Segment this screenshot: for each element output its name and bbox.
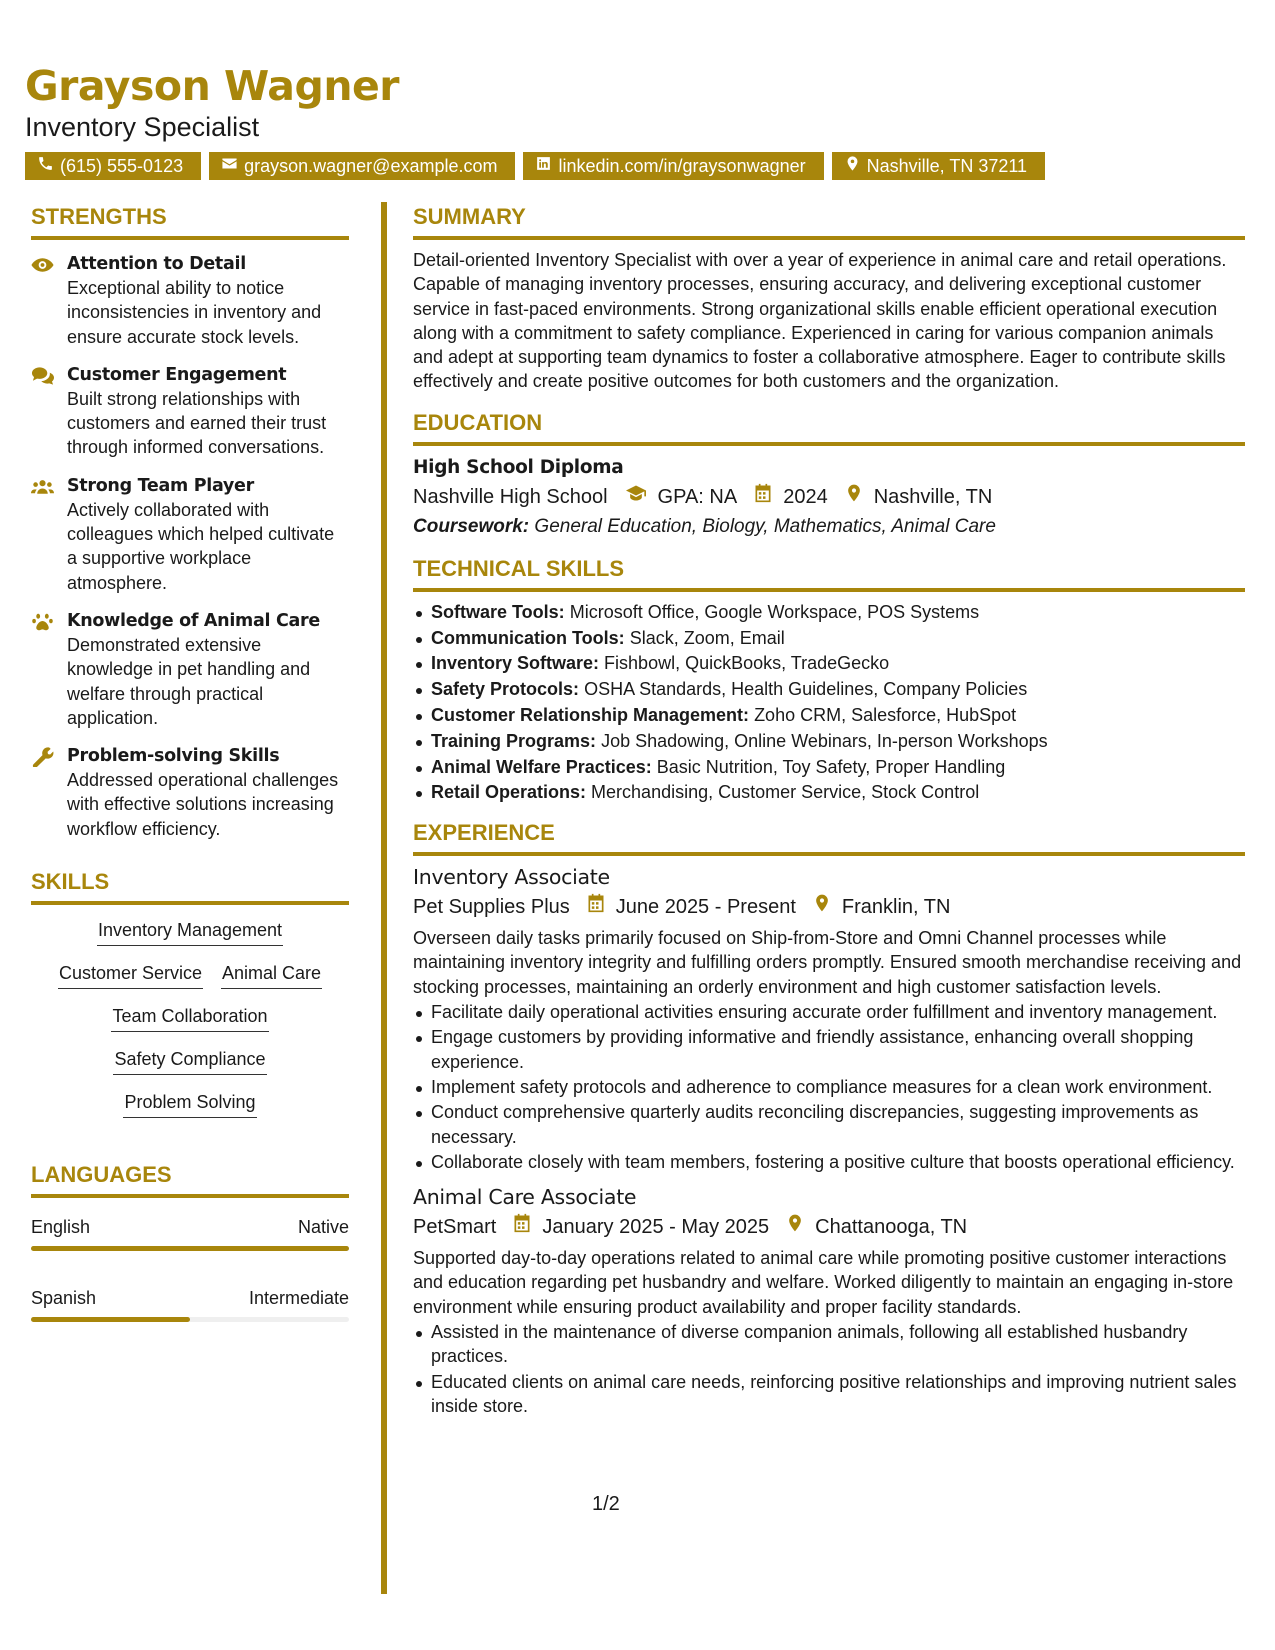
strength-title: Strong Team Player: [67, 475, 254, 496]
tech-skill-label: Training Programs:: [431, 730, 597, 751]
language-proficiency-bar: [31, 1317, 349, 1322]
list-item: [413, 780, 1245, 806]
tech-skill-value: Zoho CRM, Salesforce, HubSpot: [754, 704, 1017, 725]
contact-location: [832, 152, 1045, 180]
company-name: PetSmart: [413, 1216, 497, 1239]
column-divider: [381, 202, 387, 1594]
resume-header: [25, 58, 1250, 180]
list-item: Conduct comprehensive quarterly audits reconciling discrepancies, suggesting improvements as necessary.: [413, 1100, 1245, 1149]
language-name: Spanish: [31, 1288, 97, 1309]
school-location: Nashville, TN: [873, 485, 993, 508]
list-item: [413, 600, 1245, 626]
technical-skills-heading: TECHNICAL SKILLS: [413, 554, 1245, 592]
summary-text: Detail-oriented Inventory Specialist with over a year of experience in animal care and retail operations. Capable of managing inventory processes, ensuring accuracy, and delivering exceptional customer service in fast-paced environments. Strong organizational skills enable efficient operational execution along with a commitment to safety compliance. Experienced in caring for various companion animals and adept at supporting team dynamics to foster a collaborative atmosphere. Eager to contribute skills effectively and create positive outcomes for both customers and the organization.: [413, 250, 1227, 392]
job-title: Animal Care Associate: [413, 1185, 637, 1210]
strength-desc: Actively collaborated with colleagues which helped cultivate a supportive workplace atmosphere.: [67, 499, 335, 593]
map-pin-icon: [844, 482, 864, 512]
education-meta: [413, 482, 1245, 512]
job-title: Inventory Associate: [413, 865, 610, 890]
graduation-cap-icon: [624, 482, 648, 512]
strength-title: Customer Engagement: [67, 364, 287, 385]
experience-heading: EXPERIENCE: [413, 818, 1245, 856]
skill-tag: Inventory Management: [97, 917, 283, 946]
job-location: Chattanooga, TN: [815, 1216, 968, 1239]
map-pin-icon: [785, 1212, 805, 1242]
job-entry: [413, 862, 1245, 1174]
tech-skill-value: Basic Nutrition, Toy Safety, Proper Handling: [656, 756, 1006, 777]
strength-title: Problem-solving Skills: [67, 746, 280, 767]
left-column: [31, 202, 349, 1322]
summary-heading: SUMMARY: [413, 202, 1245, 240]
contact-linkedin-text: linkedin.com/in/graysonwagner: [558, 156, 806, 176]
language-level: Intermediate: [248, 1288, 349, 1309]
job-bullets: [413, 1000, 1245, 1174]
language-name: English: [31, 1217, 91, 1238]
tech-skill-label: Customer Relationship Management:: [431, 704, 750, 725]
envelope-icon: [221, 152, 238, 180]
company-name: Pet Supplies Plus: [413, 896, 570, 919]
contact-linkedin[interactable]: [523, 152, 823, 180]
candidate-name: Grayson Wagner: [25, 62, 400, 110]
strength-item: [31, 609, 349, 730]
skills-list: [31, 917, 349, 1118]
job-summary: Supported day-to-day operations related to animal care while promoting positive customer interactions and education regarding pet husbandry and welfare. Worked diligently to maintain an engaging in-store environment while ensuring product availability and proper facility standards.: [413, 1248, 1234, 1317]
tech-skill-value: Merchandising, Customer Service, Stock Control: [591, 782, 980, 803]
strength-item: [31, 252, 349, 349]
skill-tag: Customer Service: [58, 960, 203, 989]
coursework-list: General Education, Biology, Mathematics, Animal Care: [534, 515, 996, 537]
job-meta: [413, 1212, 1245, 1242]
language-proficiency-fill: [31, 1246, 349, 1251]
tech-skill-value: Microsoft Office, Google Workspace, POS Systems: [569, 601, 980, 622]
tech-skill-label: Retail Operations:: [431, 782, 587, 803]
strength-desc: Built strong relationships with customers and earned their trust through informed conversations.: [67, 388, 327, 458]
strength-item: [31, 363, 349, 460]
tech-skill-label: Inventory Software:: [431, 653, 600, 674]
list-item: [413, 626, 1245, 652]
list-item: [413, 651, 1245, 677]
language-item: [31, 1285, 349, 1322]
chat-bubbles-icon: [31, 363, 55, 460]
job-location: Franklin, TN: [841, 896, 951, 919]
technical-skills-list: [413, 600, 1245, 806]
list-item: Engage customers by providing informative and friendly assistance, enhancing overall shopping experience.: [413, 1025, 1245, 1074]
tech-skill-value: Fishbowl, QuickBooks, TradeGecko: [604, 653, 890, 674]
skill-tag: Safety Compliance: [113, 1046, 266, 1075]
map-pin-icon: [812, 892, 832, 922]
contact-phone[interactable]: [25, 152, 201, 180]
tech-skill-label: Communication Tools:: [431, 627, 625, 648]
calendar-icon: [512, 1212, 532, 1242]
wrench-icon: [31, 744, 55, 841]
list-item: [413, 755, 1245, 781]
tech-skill-value: Slack, Zoom, Email: [629, 627, 785, 648]
job-dates: June 2025 - Present: [615, 896, 796, 919]
paw-icon: [31, 609, 55, 730]
right-column: [413, 202, 1245, 1418]
job-meta: [413, 892, 1245, 922]
tech-skill-value: OSHA Standards, Health Guidelines, Company Policies: [584, 679, 1028, 700]
strength-item: [31, 744, 349, 841]
page-number: 1/2: [592, 1493, 620, 1515]
skills-heading: SKILLS: [31, 867, 349, 905]
skill-tag: Animal Care: [221, 960, 322, 989]
skill-tag: Problem Solving: [123, 1089, 256, 1118]
list-item: Implement safety protocols and adherence to compliance measures for a clean work environment.: [413, 1075, 1245, 1099]
tech-skill-label: Software Tools:: [431, 601, 565, 622]
list-item: [413, 729, 1245, 755]
job-entry: [413, 1182, 1245, 1418]
strength-desc: Demonstrated extensive knowledge in pet handling and welfare through practical application.: [67, 634, 311, 728]
contact-email[interactable]: [209, 152, 515, 180]
strength-title: Attention to Detail: [67, 254, 246, 274]
education-heading: EDUCATION: [413, 408, 1245, 446]
strength-desc: Exceptional ability to notice inconsistencies in inventory and ensure accurate stock levels.: [67, 278, 322, 347]
strengths-heading: STRENGTHS: [31, 202, 349, 240]
list-item: Facilitate daily operational activities ensuring accurate order fulfillment and inventory management.: [413, 1000, 1245, 1024]
degree-title: High School Diploma: [413, 456, 624, 478]
tech-skill-value: Job Shadowing, Online Webinars, In-person Workshops: [601, 730, 1048, 751]
list-item: Educated clients on animal care needs, reinforcing positive relationships and improving nutrient sales inside store.: [413, 1370, 1245, 1419]
gpa: GPA: NA: [657, 485, 738, 508]
calendar-icon: [753, 482, 773, 512]
language-item: [31, 1214, 349, 1251]
language-proficiency-bar: [31, 1246, 349, 1251]
job-summary: Overseen daily tasks primarily focused on Ship-from-Store and Omni Channel processes while maintaining inventory integrity and fulfilling orders promptly. Ensured smooth merchandise receiving and stocking processes, maintaining an orderly environment and high customer satisfaction levels.: [413, 928, 1242, 997]
contact-phone-text: (615) 555-0123: [60, 156, 184, 176]
list-item: Assisted in the maintenance of diverse companion animals, following all established husbandry practices.: [413, 1320, 1245, 1369]
calendar-icon: [586, 892, 606, 922]
candidate-title: Inventory Specialist: [25, 112, 260, 142]
strength-title: Knowledge of Animal Care: [67, 610, 320, 631]
coursework-label: Coursework:: [413, 515, 530, 537]
contact-bar: [25, 152, 1250, 180]
school-name: Nashville High School: [413, 485, 608, 508]
language-level: Native: [297, 1217, 349, 1238]
eye-icon: [31, 252, 55, 349]
languages-heading: LANGUAGES: [31, 1160, 349, 1198]
list-item: [413, 677, 1245, 703]
skill-tag: Team Collaboration: [111, 1003, 268, 1032]
language-proficiency-fill: [31, 1317, 190, 1322]
contact-location-text: Nashville, TN 37211: [866, 156, 1028, 176]
coursework: [413, 512, 1245, 542]
job-bullets: [413, 1320, 1245, 1418]
linkedin-icon: [535, 152, 552, 180]
contact-email-text: grayson.wagner@example.com: [244, 156, 498, 176]
map-pin-icon: [844, 152, 861, 180]
strength-item: [31, 474, 349, 595]
tech-skill-label: Safety Protocols:: [431, 679, 580, 700]
graduation-year: 2024: [783, 485, 828, 508]
list-item: Collaborate closely with team members, fostering a positive culture that boosts operational efficiency.: [413, 1150, 1245, 1174]
phone-icon: [37, 152, 54, 180]
users-icon: [31, 474, 55, 595]
job-dates: January 2025 - May 2025: [542, 1216, 770, 1239]
list-item: [413, 703, 1245, 729]
strength-desc: Addressed operational challenges with effective solutions increasing workflow efficiency.: [67, 770, 339, 839]
tech-skill-label: Animal Welfare Practices:: [431, 756, 652, 777]
